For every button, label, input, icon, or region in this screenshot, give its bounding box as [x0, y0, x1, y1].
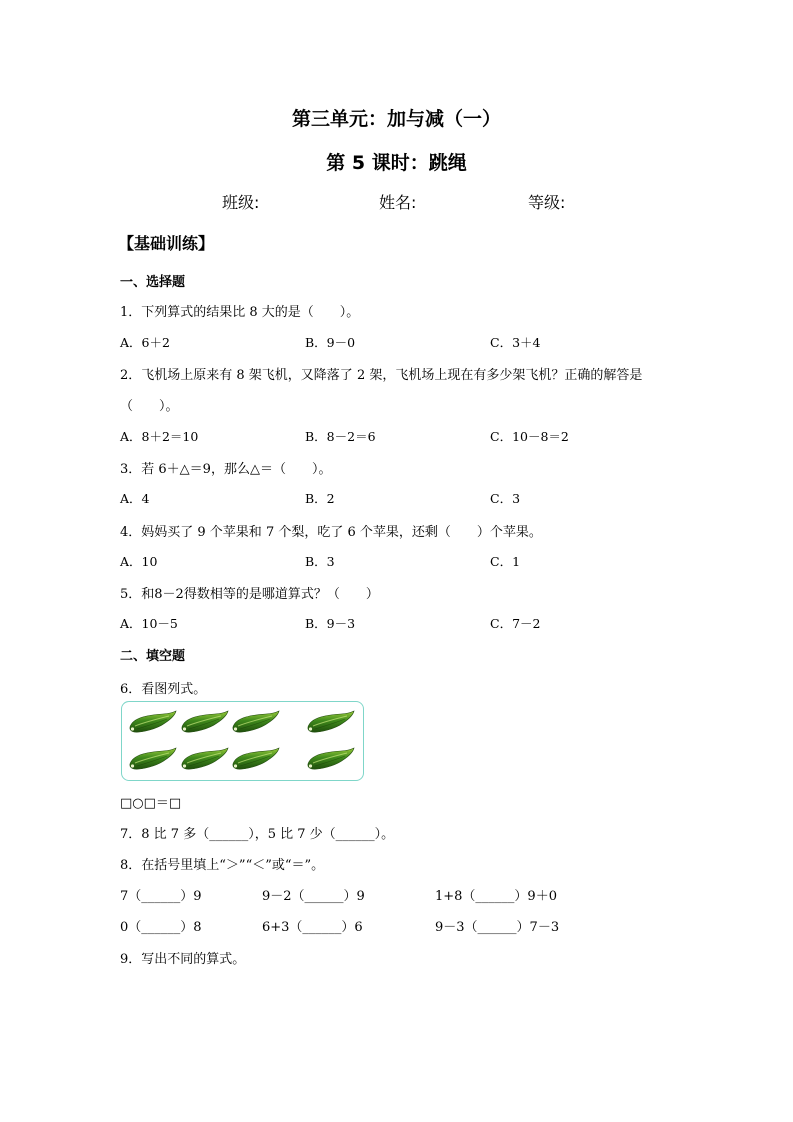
q8-item: 7（______）9: [120, 889, 202, 904]
question-3: 3．若 6＋△＝9，那么△＝（ ）。: [120, 462, 332, 477]
q2-option-a: A．8＋2＝10: [120, 429, 199, 444]
q5-option-b: B．9－3: [305, 616, 356, 631]
q1-option-c: C．3＋4: [490, 335, 541, 350]
zucchini-picture: [121, 701, 364, 781]
name-label: 姓名:: [379, 193, 417, 212]
section-heading: 【基础训练】: [118, 234, 215, 253]
q8-item: 1+8（______）9＋0: [435, 889, 557, 904]
part2-heading: 二、填空题: [120, 649, 186, 664]
question-8: 8．在括号里填上“＞”“＜”或“＝”。: [120, 858, 325, 873]
zucchini-icon: [305, 746, 355, 772]
question-5: 5．和8－2得数相等的是哪道算式？（ ）: [120, 587, 379, 602]
q4-option-c: C．1: [490, 554, 521, 569]
grade-label: 等级:: [528, 193, 566, 212]
zucchini-icon: [127, 709, 177, 735]
zucchini-icon: [230, 709, 280, 735]
q5-option-c: C．7－2: [490, 616, 541, 631]
q2-option-b: B．8－2＝6: [305, 429, 376, 444]
part1-heading: 一、选择题: [120, 275, 186, 290]
zucchini-icon: [127, 746, 177, 772]
lesson-subtitle: 第 5 课时：跳绳: [326, 152, 467, 174]
q4-option-b: B．3: [305, 554, 335, 569]
zucchini-icon: [179, 709, 229, 735]
question-9: 9．写出不同的算式。: [120, 952, 246, 967]
q3-option-a: A．4: [120, 491, 150, 506]
q8-item: 9－2（______）9: [262, 889, 365, 904]
zucchini-icon: [230, 746, 280, 772]
question-4: 4．妈妈买了 9 个苹果和 7 个梨，吃了 6 个苹果，还剩（ ）个苹果。: [120, 525, 542, 540]
question-1: 1．下列算式的结果比 8 大的是（ ）。: [120, 305, 360, 320]
q2-option-c: C．10－8＝2: [490, 429, 569, 444]
q6-formula: □○□＝□: [120, 796, 182, 811]
q4-option-a: A．10: [120, 554, 158, 569]
q3-option-c: C．3: [490, 491, 521, 506]
q8-item: 0（______）8: [120, 920, 202, 935]
zucchini-icon: [305, 709, 355, 735]
q5-option-a: A．10－5: [120, 616, 178, 631]
question-2: 2．飞机场上原来有 8 架飞机，又降落了 2 架，飞机场上现在有多少架飞机？正确的解答是: [120, 368, 643, 383]
class-label: 班级:: [222, 193, 260, 212]
q8-item: 6+3（______）6: [262, 920, 363, 935]
page-title: 第三单元：加与减（一）: [291, 108, 501, 130]
question-7: 7．8 比 7 多（______），5 比 7 少（______）。: [120, 827, 395, 842]
q3-option-b: B．2: [305, 491, 335, 506]
zucchini-icon: [179, 746, 229, 772]
question-2-cont: （ ）。: [120, 399, 179, 414]
q8-item: 9－3（______）7－3: [435, 920, 560, 935]
question-6: 6．看图列式。: [120, 682, 207, 697]
q1-option-a: A．6＋2: [120, 335, 170, 350]
q1-option-b: B．9－0: [305, 335, 356, 350]
